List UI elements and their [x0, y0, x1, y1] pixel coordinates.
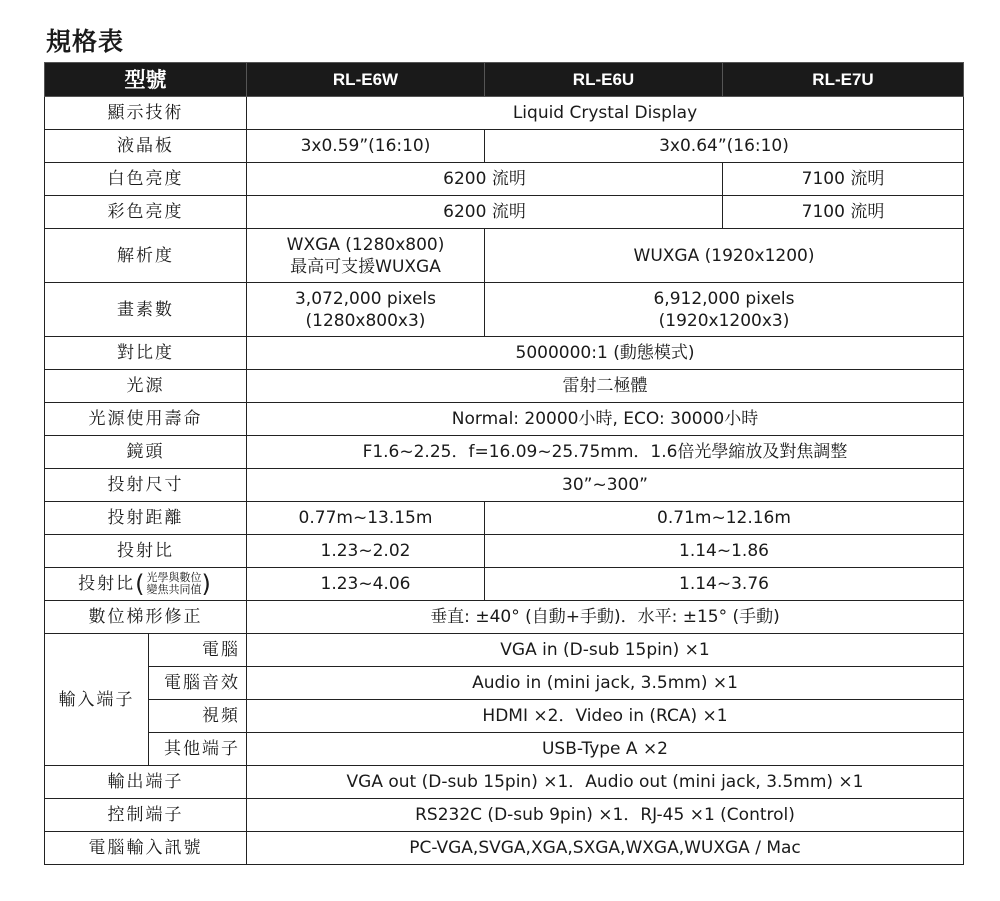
header-model-rl-e6w: RL-E6W — [247, 63, 485, 97]
resolution-e6w — [247, 229, 485, 283]
resolution-e6w-line2: 最高可支援WUXGA — [290, 256, 441, 277]
projection-size-value: 30”~300” — [247, 469, 964, 502]
input-value-video: HDMI ×2．Video in (RCA) ×1 — [247, 700, 964, 733]
table-row — [45, 634, 964, 667]
light-source-value: 雷射二極體 — [247, 370, 964, 403]
row-label-lcd-panel: 液晶板 — [45, 130, 247, 163]
color-brightness-e6w-e6u: 6200 流明 — [247, 196, 723, 229]
lcd-panel-e6u-e7u: 3x0.64”(16:10) — [485, 130, 964, 163]
row-label-throw-ratio-zoom — [45, 568, 247, 601]
throw-ratio-e6u-e7u: 1.14~1.86 — [485, 535, 964, 568]
row-label-display-tech: 顯示技術 — [45, 97, 247, 130]
white-brightness-e7u: 7100 流明 — [723, 163, 964, 196]
input-value-pc-audio: Audio in (mini jack, 3.5mm) ×1 — [247, 667, 964, 700]
row-label-light-source: 光源 — [45, 370, 247, 403]
input-value-other: USB-Type A ×2 — [247, 733, 964, 766]
control-terminals-value: RS232C (D-sub 9pin) ×1．RJ-45 ×1 (Control) — [247, 799, 964, 832]
input-sub-label-pc: 電腦 — [149, 634, 247, 667]
row-label-light-life: 光源使用壽命 — [45, 403, 247, 436]
row-label-projection-size: 投射尺寸 — [45, 469, 247, 502]
table-row — [45, 196, 964, 229]
output-terminals-value: VGA out (D-sub 15pin) ×1．Audio out (mini jack, 3.5mm) ×1 — [247, 766, 964, 799]
row-label-color-brightness: 彩色亮度 — [45, 196, 247, 229]
table-row — [45, 667, 964, 700]
header-model-rl-e7u: RL-E7U — [723, 63, 964, 97]
table-row — [45, 163, 964, 196]
throw-ratio-zoom-e6w: 1.23~4.06 — [247, 568, 485, 601]
display-tech-value: Liquid Crystal Display — [247, 97, 964, 130]
input-sub-label-video: 視頻 — [149, 700, 247, 733]
row-label-control-terminals: 控制端子 — [45, 799, 247, 832]
white-brightness-e6w-e6u: 6200 流明 — [247, 163, 723, 196]
header-model-label: 型號 — [45, 63, 247, 97]
pixels-e6u-e7u-line2: (1920x1200x3) — [658, 310, 790, 331]
table-row — [45, 601, 964, 634]
light-life-value: Normal: 20000小時, ECO: 30000小時 — [247, 403, 964, 436]
table-row — [45, 832, 964, 865]
page-title: 規格表 — [46, 27, 125, 56]
pc-input-signal-value: PC-VGA,SVGA,XGA,SXGA,WXGA,WUXGA / Mac — [247, 832, 964, 865]
table-row — [45, 370, 964, 403]
projection-distance-e6u-e7u: 0.71m~12.16m — [485, 502, 964, 535]
throw-ratio-zoom-e6u-e7u: 1.14~3.76 — [485, 568, 964, 601]
table-header-row — [45, 63, 964, 97]
pixels-e6w — [247, 283, 485, 337]
throw-ratio-zoom-label: 投射比 — [78, 574, 136, 594]
input-sub-label-pc-audio: 電腦音效 — [149, 667, 247, 700]
contrast-value: 5000000:1 (動態模式) — [247, 337, 964, 370]
table-row — [45, 535, 964, 568]
row-label-input-terminals: 輸入端子 — [45, 634, 149, 766]
spec-table — [44, 62, 964, 865]
resolution-e6u-e7u: WUXGA (1920x1200) — [485, 229, 964, 283]
color-brightness-e7u: 7100 流明 — [723, 196, 964, 229]
table-row — [45, 568, 964, 601]
pixels-e6u-e7u — [485, 283, 964, 337]
table-row — [45, 700, 964, 733]
pixels-e6w-line1: 3,072,000 pixels — [294, 288, 436, 309]
table-row — [45, 337, 964, 370]
header-model-rl-e6u: RL-E6U — [485, 63, 723, 97]
projection-distance-e6w: 0.77m~13.15m — [247, 502, 485, 535]
row-label-throw-ratio: 投射比 — [45, 535, 247, 568]
keystone-value: 垂直: ±40° (自動+手動)．水平: ±15° (手動) — [247, 601, 964, 634]
throw-ratio-e6w: 1.23~2.02 — [247, 535, 485, 568]
throw-ratio-zoom-note-line1: 光學與數位 — [146, 571, 202, 584]
row-label-lens: 鏡頭 — [45, 436, 247, 469]
input-sub-label-other: 其他端子 — [149, 733, 247, 766]
table-row — [45, 502, 964, 535]
lens-value: F1.6~2.25．f=16.09~25.75mm．1.6倍光學縮放及對焦調整 — [247, 436, 964, 469]
row-label-projection-distance: 投射距離 — [45, 502, 247, 535]
lcd-panel-e6w: 3x0.59”(16:10) — [247, 130, 485, 163]
table-row — [45, 283, 964, 337]
row-label-keystone: 數位梯形修正 — [45, 601, 247, 634]
table-row — [45, 436, 964, 469]
row-label-pixels: 畫素數 — [45, 283, 247, 337]
table-row — [45, 799, 964, 832]
resolution-e6w-line1: WXGA (1280x800) — [286, 234, 445, 255]
table-row — [45, 403, 964, 436]
table-row — [45, 130, 964, 163]
row-label-contrast: 對比度 — [45, 337, 247, 370]
table-row — [45, 766, 964, 799]
pixels-e6w-line2: (1280x800x3) — [305, 310, 426, 331]
table-row — [45, 733, 964, 766]
table-row — [45, 469, 964, 502]
row-label-resolution: 解析度 — [45, 229, 247, 283]
table-row — [45, 229, 964, 283]
row-label-white-brightness: 白色亮度 — [45, 163, 247, 196]
table-row — [45, 97, 964, 130]
input-value-pc: VGA in (D-sub 15pin) ×1 — [247, 634, 964, 667]
throw-ratio-zoom-note-line2: 變焦共同值 — [146, 583, 202, 596]
row-label-pc-input-signal: 電腦輸入訊號 — [45, 832, 247, 865]
row-label-output-terminals: 輸出端子 — [45, 766, 247, 799]
throw-ratio-zoom-note: ( 光學與數位 變焦共同值 ) — [135, 570, 213, 598]
pixels-e6u-e7u-line1: 6,912,000 pixels — [653, 288, 795, 309]
